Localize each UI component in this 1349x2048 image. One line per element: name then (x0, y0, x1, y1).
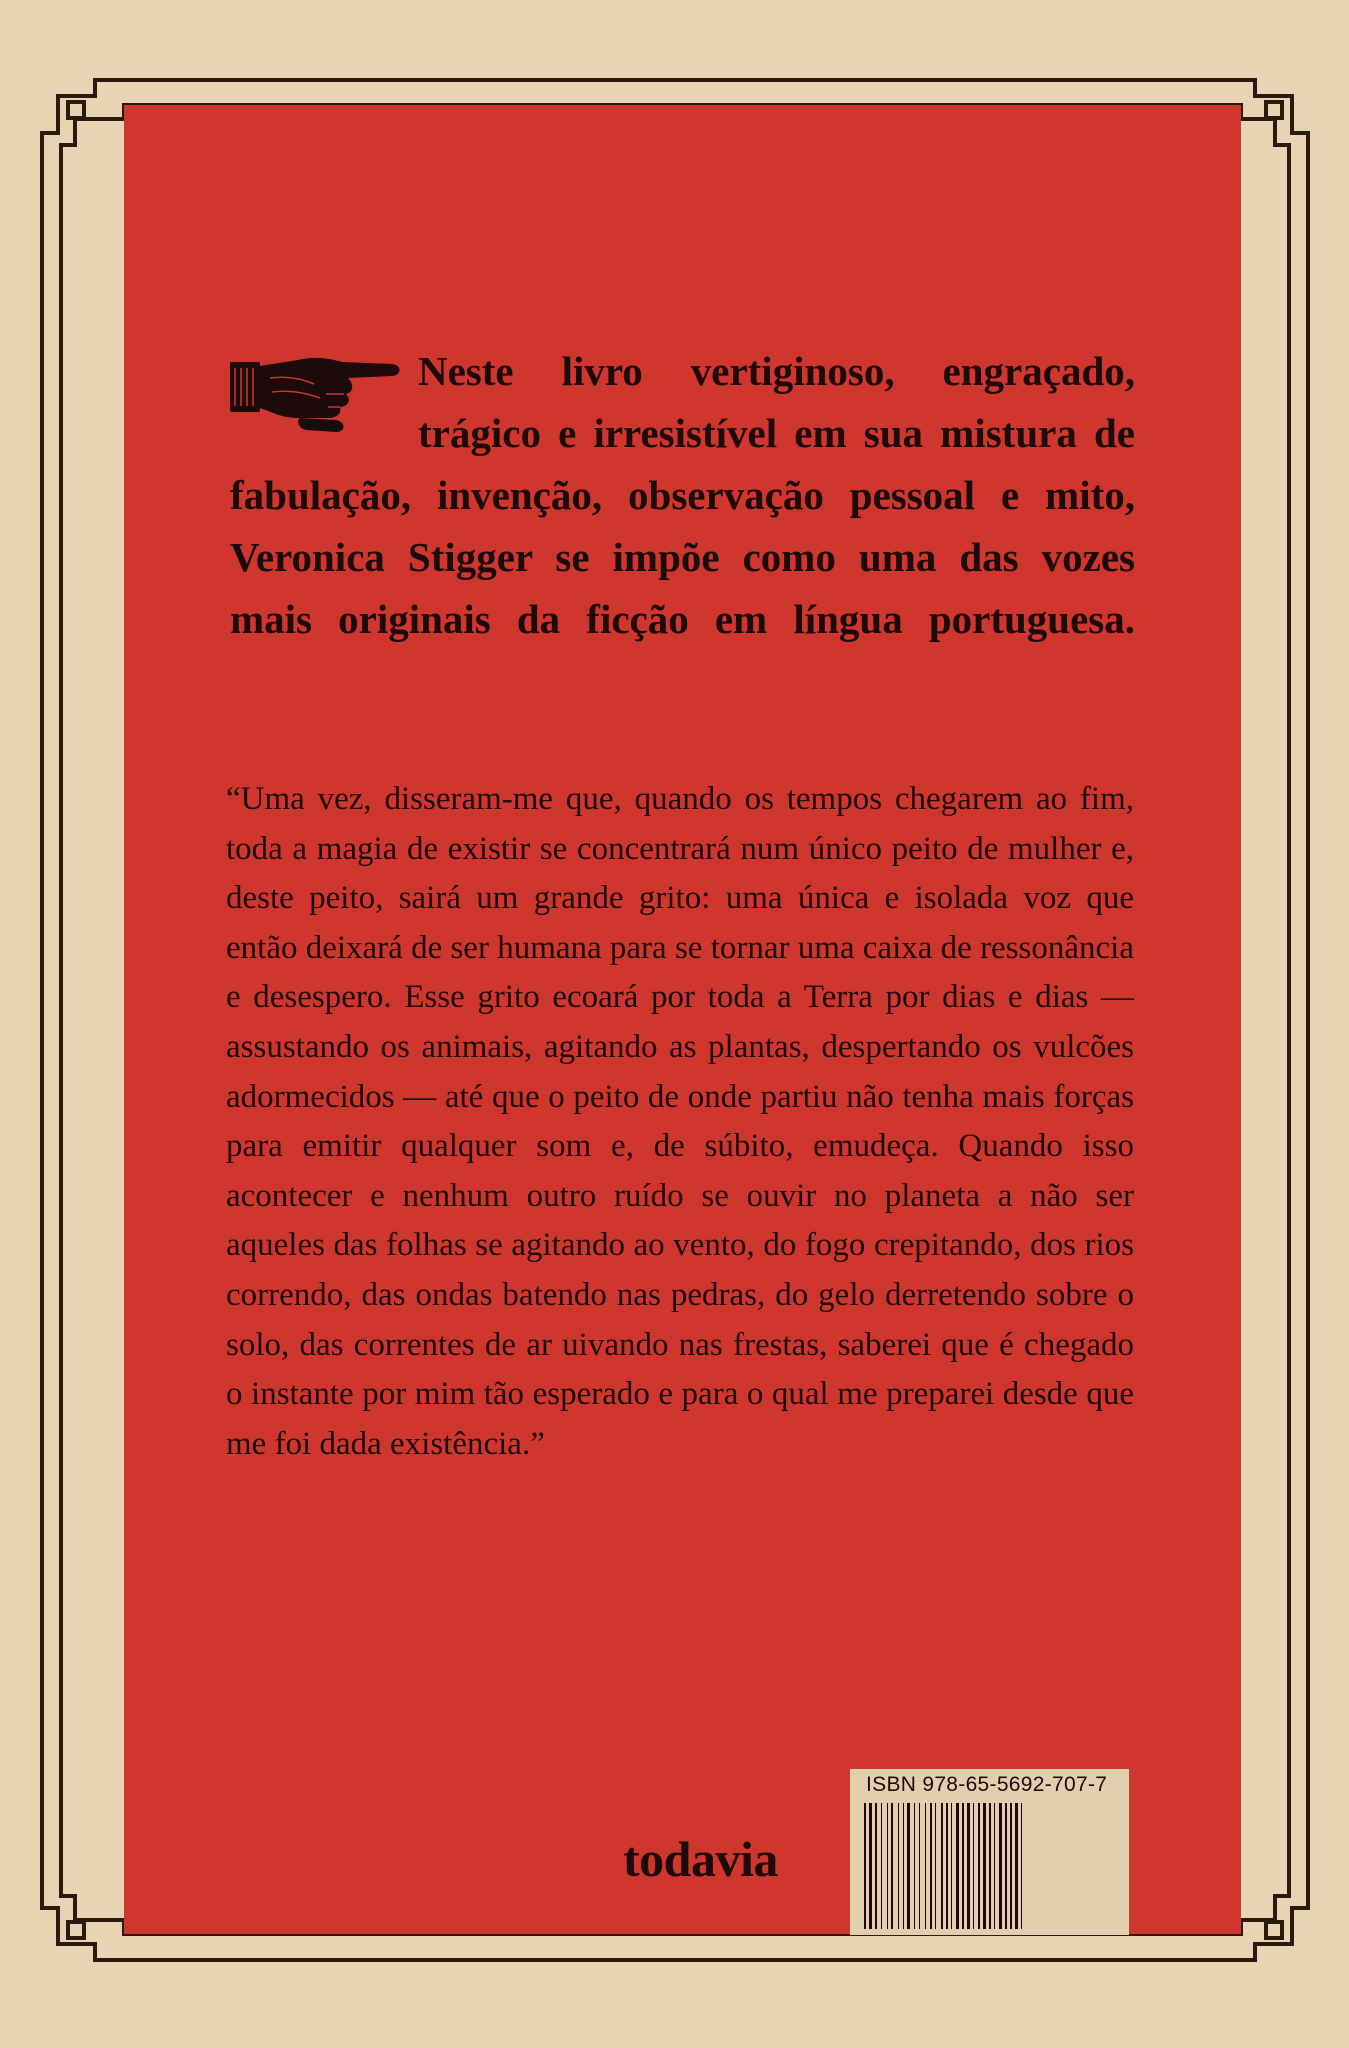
barcode-bar (914, 1803, 915, 1929)
barcode-bar (935, 1803, 936, 1929)
barcode-bar (907, 1803, 910, 1929)
barcode-bar (946, 1803, 948, 1929)
barcode-bar (898, 1803, 899, 1929)
quote-paragraph: “Uma vez, disseram-me que, quando os tempos chegarem ao fim, toda a magia de existir se concentrará num único peito de mulher e, deste peito, sairá um grande grito: uma única e isolada voz que então deixará de ser humana para se tornar uma caixa de ressonância e desespero. Esse grito ecoará por toda a Terra por dias e dias — assustando os animais, agitando as plantas, despertando os vulcões adormecidos — até que o peito de onde partiu não tenha mais forças para emitir qualquer som e, de súbito, emudeça. Quando isso acontecer e nenhum outro ruído se ouvir no planeta a não ser aqueles das folhas se agitando ao vento, do fogo crepitando, dos rios correndo, das ondas batendo nas pedras, do gelo derretendo sobre o solo, das correntes de ar uivando nas frestas, saberei que é chegado o instante por mim tão esperado e para o qual me preparei desde que me foi dada existência.” (226, 781, 1134, 1462)
barcode-bar (1010, 1803, 1012, 1929)
barcode-bar (978, 1803, 980, 1929)
barcode-bar (925, 1803, 926, 1929)
pointing-hand-icon (230, 348, 400, 434)
isbn-barcode-box (850, 1769, 1129, 1935)
barcode-bar (941, 1803, 943, 1929)
barcode-bar (951, 1803, 952, 1929)
publisher-logo: todavia (623, 1831, 778, 1887)
barcode-bar (1015, 1803, 1018, 1929)
blurb-text: Neste livro vertiginoso, engraçado, trágico e irresistível em sua mistura de fabulação, invenção, observação pessoal e mito, Veronica Stigger se impõe como uma das vozes mais originais da ficção em língua portuguesa. (230, 348, 1135, 642)
barcode-bar (887, 1803, 888, 1929)
barcode-bar (1005, 1803, 1007, 1929)
barcode-bar (930, 1803, 932, 1929)
blurb-paragraph (230, 340, 1135, 650)
barcode-bar (973, 1803, 974, 1929)
barcode-bar (869, 1803, 872, 1929)
barcode-bar (875, 1803, 877, 1929)
barcode-bar (967, 1803, 970, 1929)
barcode-bar (956, 1803, 959, 1929)
barcode-bar (994, 1803, 995, 1929)
barcode-bar (983, 1803, 986, 1929)
barcode-bar (999, 1803, 1002, 1929)
barcode (864, 1803, 1116, 1929)
isbn-label: ISBN 978-65-5692-707-7 (866, 1773, 1108, 1796)
barcode-bar (962, 1803, 964, 1929)
barcode-bar (989, 1803, 991, 1929)
barcode-bar (881, 1803, 882, 1929)
barcode-bar (1021, 1803, 1022, 1929)
barcode-bar (891, 1803, 893, 1929)
barcode-bar (903, 1803, 904, 1929)
barcode-bar (919, 1803, 920, 1929)
barcode-bar (864, 1803, 866, 1929)
